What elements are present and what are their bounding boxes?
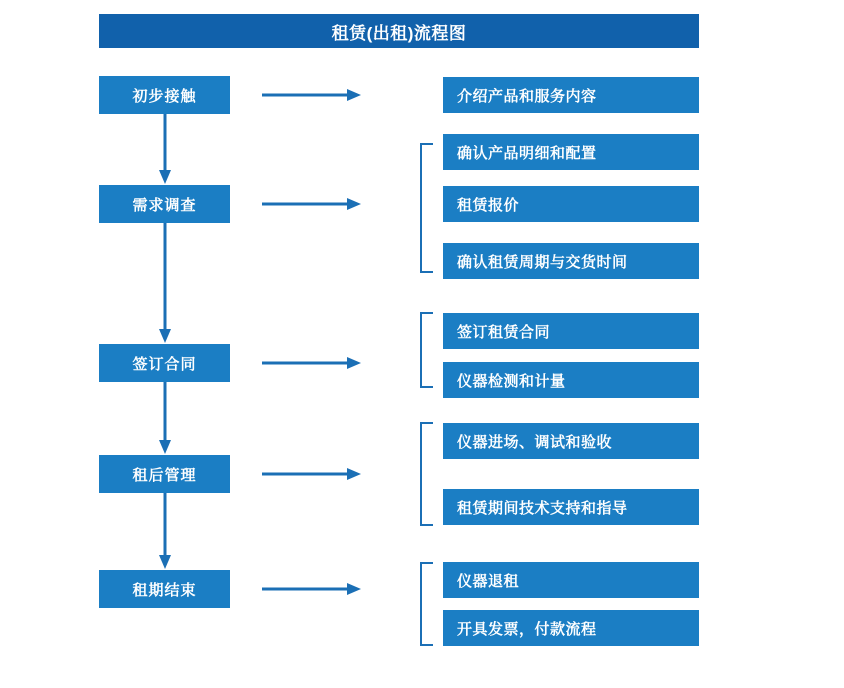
group-bracket-4 (417, 422, 433, 526)
vertical-arrow-2 (158, 223, 172, 344)
detail-box-2[interactable]: 确认产品明细和配置 (443, 134, 699, 170)
horizontal-arrow-1 (262, 88, 362, 102)
diagram-title: 租赁(出租)流程图 (99, 14, 699, 48)
stage-box-5[interactable]: 租期结束 (99, 570, 230, 608)
stage-box-4[interactable]: 租后管理 (99, 455, 230, 493)
detail-box-3[interactable]: 租赁报价 (443, 186, 699, 222)
detail-box-1[interactable]: 介绍产品和服务内容 (443, 77, 699, 113)
group-bracket-2 (417, 143, 433, 273)
detail-box-9[interactable]: 仪器退租 (443, 562, 699, 598)
horizontal-arrow-4 (262, 467, 362, 481)
stage-box-1[interactable]: 初步接触 (99, 76, 230, 114)
detail-box-7[interactable]: 仪器进场、调试和验收 (443, 423, 699, 459)
vertical-arrow-4 (158, 493, 172, 570)
detail-box-5[interactable]: 签订租赁合同 (443, 313, 699, 349)
horizontal-arrow-2 (262, 197, 362, 211)
detail-box-4[interactable]: 确认租赁周期与交货时间 (443, 243, 699, 279)
vertical-arrow-1 (158, 114, 172, 185)
horizontal-arrow-3 (262, 356, 362, 370)
detail-box-8[interactable]: 租赁期间技术支持和指导 (443, 489, 699, 525)
detail-box-10[interactable]: 开具发票，付款流程 (443, 610, 699, 646)
group-bracket-3 (417, 312, 433, 388)
horizontal-arrow-5 (262, 582, 362, 596)
stage-box-3[interactable]: 签订合同 (99, 344, 230, 382)
vertical-arrow-3 (158, 382, 172, 455)
stage-box-2[interactable]: 需求调查 (99, 185, 230, 223)
detail-box-6[interactable]: 仪器检测和计量 (443, 362, 699, 398)
group-bracket-5 (417, 562, 433, 646)
